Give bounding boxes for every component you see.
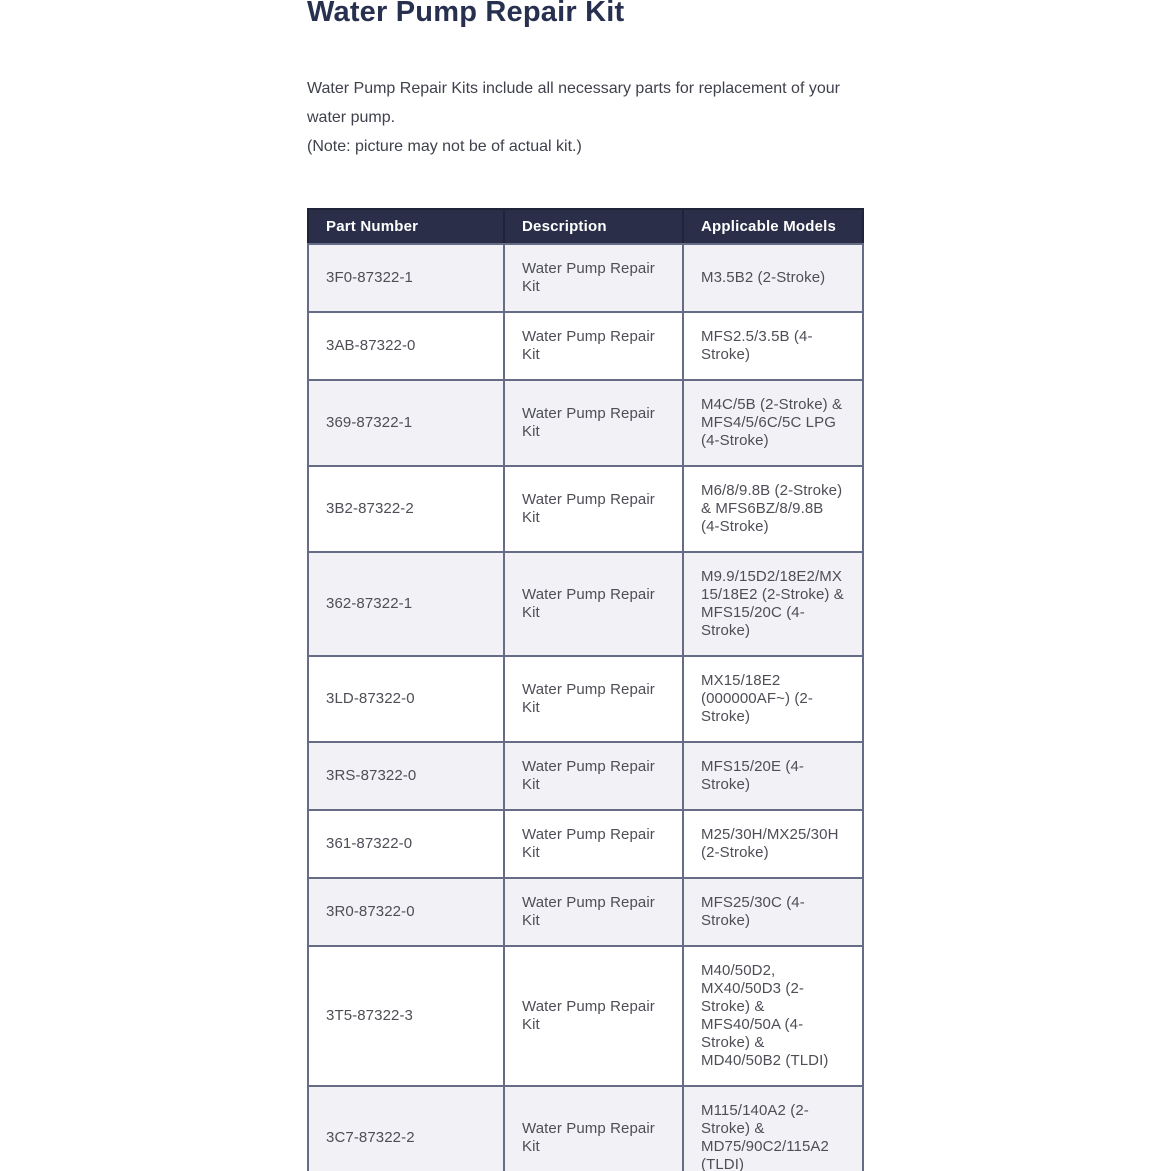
models-cell: M9.9/15D2/18E2/MX15/18E2 (2-Stroke) & MFS15/20C (4-Stroke) — [683, 552, 863, 656]
table-row — [308, 878, 863, 946]
part-number-cell: 369-87322-1 — [308, 380, 504, 466]
models-cell: M6/8/9.8B (2-Stroke) & MFS6BZ/8/9.8B (4-Stroke) — [683, 466, 863, 552]
part-number-cell: 3R0-87322-0 — [308, 878, 504, 946]
part-number-cell: 362-87322-1 — [308, 552, 504, 656]
table-row — [308, 380, 863, 466]
models-cell: M40/50D2, MX40/50D3 (2-Stroke) & MFS40/50A (4-Stroke) & MD40/50B2 (TLDI) — [683, 946, 863, 1086]
parts-table — [307, 208, 864, 1171]
table-row — [308, 946, 863, 1086]
part-number-cell: 3RS-87322-0 — [308, 742, 504, 810]
models-cell: MX15/18E2 (000000AF~) (2-Stroke) — [683, 656, 863, 742]
part-number-cell: 3C7-87322-2 — [308, 1086, 504, 1171]
part-number-cell: 3LD-87322-0 — [308, 656, 504, 742]
description-cell: Water Pump Repair Kit — [504, 656, 683, 742]
description-cell: Water Pump Repair Kit — [504, 552, 683, 656]
intro-paragraph: Water Pump Repair Kits include all necessary parts for replacement of your water pump. — [307, 80, 840, 126]
page-title: Water Pump Repair Kit — [307, 0, 625, 28]
table-row — [308, 1086, 863, 1171]
description-cell: Water Pump Repair Kit — [504, 380, 683, 466]
description-cell: Water Pump Repair Kit — [504, 244, 683, 312]
column-header-applicable-models: Applicable Models — [683, 209, 863, 244]
models-cell: M25/30H/MX25/30H (2-Stroke) — [683, 810, 863, 878]
part-number-cell: 3AB-87322-0 — [308, 312, 504, 380]
content-area — [307, 0, 863, 1171]
description-cell: Water Pump Repair Kit — [504, 312, 683, 380]
part-number-cell: 3F0-87322-1 — [308, 244, 504, 312]
table-row — [308, 742, 863, 810]
table-header-row — [308, 209, 863, 244]
description-cell: Water Pump Repair Kit — [504, 466, 683, 552]
models-cell: MFS25/30C (4-Stroke) — [683, 878, 863, 946]
intro-text — [307, 74, 863, 161]
models-cell: M115/140A2 (2-Stroke) & MD75/90C2/115A2 (TLDI) — [683, 1086, 863, 1171]
description-cell: Water Pump Repair Kit — [504, 1086, 683, 1171]
part-number-cell: 3B2-87322-2 — [308, 466, 504, 552]
models-cell: MFS15/20E (4-Stroke) — [683, 742, 863, 810]
table-header — [308, 209, 863, 244]
table-row — [308, 244, 863, 312]
part-number-cell: 3T5-87322-3 — [308, 946, 504, 1086]
table-row — [308, 656, 863, 742]
description-cell: Water Pump Repair Kit — [504, 878, 683, 946]
description-cell: Water Pump Repair Kit — [504, 946, 683, 1086]
description-cell: Water Pump Repair Kit — [504, 742, 683, 810]
intro-note: (Note: picture may not be of actual kit.) — [307, 138, 582, 155]
description-cell: Water Pump Repair Kit — [504, 810, 683, 878]
column-header-description: Description — [504, 209, 683, 244]
table-row — [308, 810, 863, 878]
models-cell: M4C/5B (2-Stroke) & MFS4/5/6C/5C LPG (4-Stroke) — [683, 380, 863, 466]
models-cell: MFS2.5/3.5B (4-Stroke) — [683, 312, 863, 380]
column-header-part-number: Part Number — [308, 209, 504, 244]
table-row — [308, 466, 863, 552]
table-body — [308, 244, 863, 1171]
table-row — [308, 312, 863, 380]
part-number-cell: 361-87322-0 — [308, 810, 504, 878]
models-cell: M3.5B2 (2-Stroke) — [683, 244, 863, 312]
table-row — [308, 552, 863, 656]
